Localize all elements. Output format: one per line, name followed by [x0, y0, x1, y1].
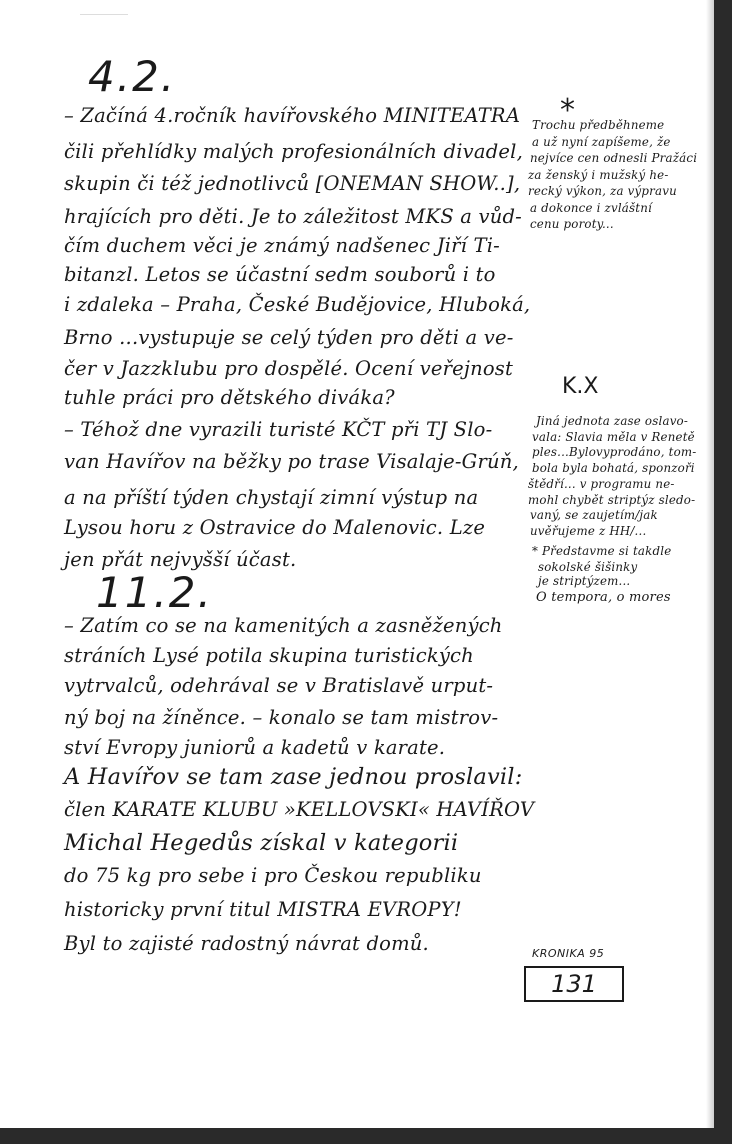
page-number: 131: [551, 970, 597, 998]
page-number-box: [524, 966, 624, 1002]
kx-mark: K.X: [562, 374, 599, 399]
text-line: do 75 kg pro sebe i pro Českou republiku: [64, 864, 482, 887]
side-note-line: nejvíce cen odnesli Pražáci: [530, 151, 698, 165]
text-line: čím duchem věci je známý nadšenec Jiří Ti-: [64, 234, 500, 257]
side-note-line: cenu poroty...: [530, 217, 614, 231]
side-note-line: Trochu předběhneme: [532, 118, 665, 132]
scan-edge-bottom: [0, 1128, 732, 1144]
side-note-line: recký výkon, za výpravu: [528, 184, 677, 198]
scan-edge-shadow: [706, 0, 714, 1144]
side-note-line: vaný, se zaujetím/jak: [530, 508, 658, 522]
text-line: ství Evropy juniorů a kadetů v karate.: [64, 736, 446, 759]
side-note-line: je striptýzem...: [538, 574, 631, 588]
side-note-line: štědří... v programu ne-: [528, 477, 675, 491]
side-note-line: bola byla bohatá, sponzoři: [532, 461, 695, 475]
text-line: i zdaleka – Praha, České Budějovice, Hluboká,: [64, 293, 531, 316]
text-line: tuhle práci pro dětského diváka?: [64, 386, 395, 409]
side-note-line: Jiná jednota zase oslavo-: [536, 414, 689, 428]
side-note-line: uvěřujeme z HH/...: [530, 524, 647, 538]
top-mark: [80, 14, 128, 15]
text-line: A Havířov se tam zase jednou proslavil:: [64, 764, 523, 790]
side-note-line: sokolské šišinky: [538, 560, 638, 574]
chronicle-label: KRONIKA 95: [532, 947, 605, 960]
text-line: van Havířov na běžky po trase Visalaje-Grúň,: [64, 450, 519, 473]
text-line: vytrvalců, odehrával se v Bratislavě urput-: [64, 674, 494, 697]
text-line: stráních Lysé potila skupina turistických: [64, 644, 474, 667]
text-line: Byl to zajisté radostný návrat domů.: [64, 932, 429, 955]
asterisk-mark: *: [560, 93, 575, 128]
text-line: hrajících pro děti. Je to záležitost MKS a vůd-: [64, 205, 522, 228]
side-note-line: a dokonce i zvláštní: [530, 201, 652, 215]
text-line: – Zatím co se na kamenitých a zasněžených: [64, 614, 503, 637]
text-line: – Téhož dne vyrazili turisté KČT při TJ Slo-: [64, 418, 493, 441]
text-line: Brno ...vystupuje se celý týden pro děti a ve-: [64, 326, 514, 349]
text-line: bitanzl. Letos se účastní sedm souborů i to: [64, 263, 496, 286]
side-note-line: mohl chybět striptýz sledo-: [528, 493, 696, 507]
text-line: člen KARATE KLUBU »KELLOVSKI« HAVÍŘOV: [64, 798, 535, 821]
text-line: a na příští týden chystají zimní výstup na: [64, 486, 479, 509]
text-line: skupin či též jednotlivců [ONEMAN SHOW..],: [64, 172, 521, 195]
text-line: Michal Hegedůs získal v kategorii: [64, 830, 459, 856]
side-note-line: O tempora, o mores: [536, 590, 671, 605]
date-heading-2: 11.2.: [96, 568, 213, 617]
text-line: – Začíná 4.ročník havířovského MINITEATRA: [64, 104, 521, 127]
text-line: čili přehlídky malých profesionálních divadel,: [64, 140, 523, 163]
text-line: jen přát nejvyšší účast.: [64, 548, 297, 571]
scan-edge-right: [714, 0, 732, 1144]
text-line: Lysou horu z Ostravice do Malenovic. Lze: [64, 516, 486, 539]
side-note-line: za ženský i mužský he-: [528, 168, 669, 182]
text-line: historicky první titul MISTRA EVROPY!: [64, 898, 462, 921]
text-line: čer v Jazzklubu pro dospělé. Ocení veřejnost: [64, 357, 514, 380]
side-note-line: vala: Slavia měla v Renetě: [532, 430, 695, 444]
text-line: ný boj na žíněnce. – konalo se tam mistrov-: [64, 706, 499, 729]
side-note-line: a už nyní zapíšeme, že: [532, 135, 671, 149]
side-note-line: ples...Bylovyprodáno, tom-: [532, 445, 697, 459]
side-note-line: * Představme si takdle: [532, 544, 672, 558]
date-heading-1: 4.2.: [88, 52, 177, 101]
